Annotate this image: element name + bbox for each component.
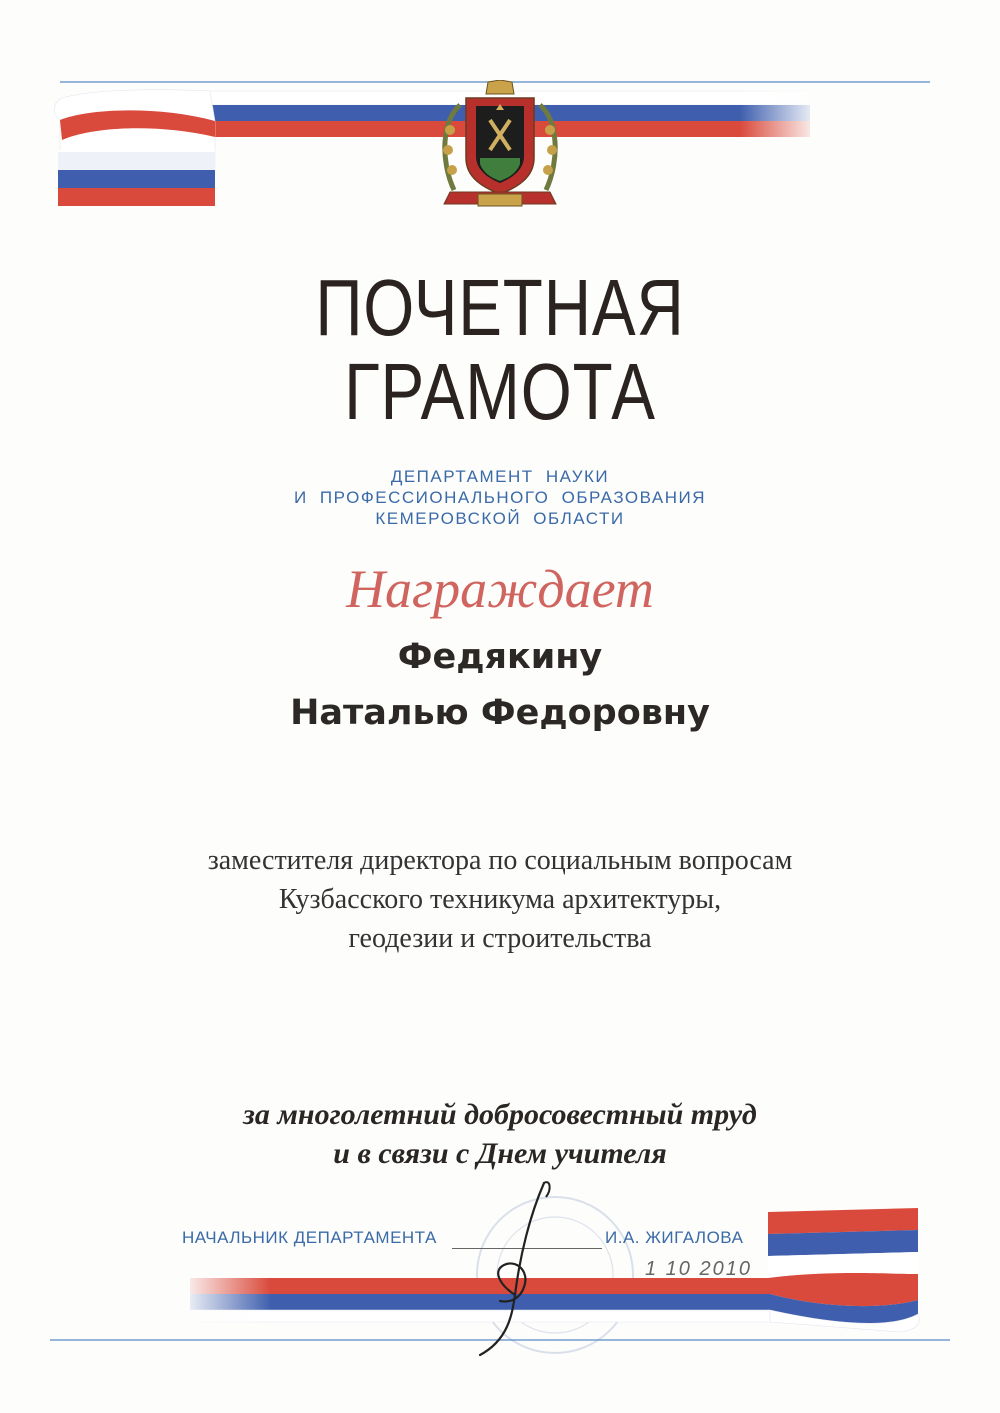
title-line-1: ПОЧЕТНАЯ bbox=[315, 263, 685, 352]
award-verb: Награждает bbox=[346, 559, 654, 619]
reason-line-1: за многолетний добросовестный труд bbox=[243, 1098, 757, 1131]
position-line-3: геодезии и строительства bbox=[348, 923, 652, 954]
reason-line-2: и в связи с Днем учителя bbox=[333, 1137, 667, 1170]
department-line-1: ДЕПАРТАМЕНТ НАУКИ bbox=[390, 467, 610, 486]
signatory-title: НАЧАЛЬНИК ДЕПАРТАМЕНТА bbox=[182, 1228, 437, 1247]
position-line-2: Кузбасского техникума архитектуры, bbox=[278, 884, 722, 915]
handwritten-signature bbox=[460, 1175, 570, 1365]
department-line-2: И ПРОФЕССИОНАЛЬНОГО ОБРАЗОВАНИЯ bbox=[293, 488, 707, 507]
recipient-given-names: Наталью Федоровну bbox=[290, 693, 710, 733]
signature-date: 1 10 2010 bbox=[645, 1258, 752, 1280]
department-line-3: КЕМЕРОВСКОЙ ОБЛАСТИ bbox=[375, 509, 625, 528]
recipient-surname: Федякину bbox=[397, 637, 603, 677]
signatory-name: И.А. ЖИГАЛОВА bbox=[605, 1228, 744, 1247]
title-line-2: ГРАМОТА bbox=[344, 347, 656, 436]
coat-of-arms bbox=[430, 80, 570, 215]
position-line-1: заместителя директора по социальным вопросам bbox=[207, 845, 793, 876]
